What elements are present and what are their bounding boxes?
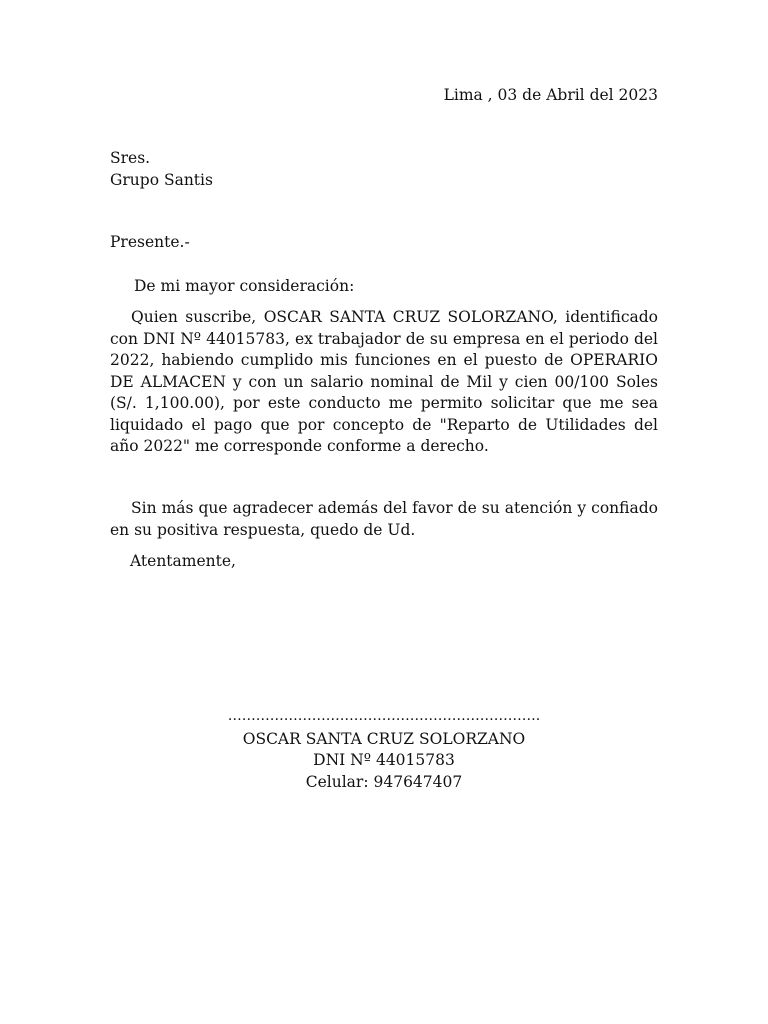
signature-name: OSCAR SANTA CRUZ SOLORZANO: [242, 730, 526, 748]
body-paragraph-2: Sin más que agradecer además del favor de su atención y confiado en su positiva respuesta, quedo de Ud.: [110, 499, 658, 539]
signature-dni: DNI Nº 44015783: [313, 751, 455, 769]
body-paragraph-1: Quien suscribe, OSCAR SANTA CRUZ SOLORZANO, identificado con DNI Nº 44015783, ex trabajador de su empresa en el periodo del 2022, habiendo cumplido mis funciones en el puesto de OPERARIO DE ALMACEN y con un salario nominal de Mil y cien 00/100 Soles (S/. 1,100.00), por este conducto me permito solicitar que me sea liquidado el pago que por concepto de "Reparto de Utilidades del año 2022" me corresponde conforme a derecho.: [110, 308, 658, 455]
signature-line: ………………………………………………………….: [227, 708, 541, 724]
presente-line: Presente.-: [110, 233, 190, 251]
greeting-line: De mi mayor consideración:: [134, 277, 355, 295]
signature-phone: Celular: 947647407: [305, 773, 463, 791]
recipient-line-2: Grupo Santis: [110, 171, 213, 189]
closing-line: Atentamente,: [130, 552, 236, 570]
date-line: Lima , 03 de Abril del 2023: [443, 86, 658, 104]
recipient-line-1: Sres.: [110, 149, 151, 167]
